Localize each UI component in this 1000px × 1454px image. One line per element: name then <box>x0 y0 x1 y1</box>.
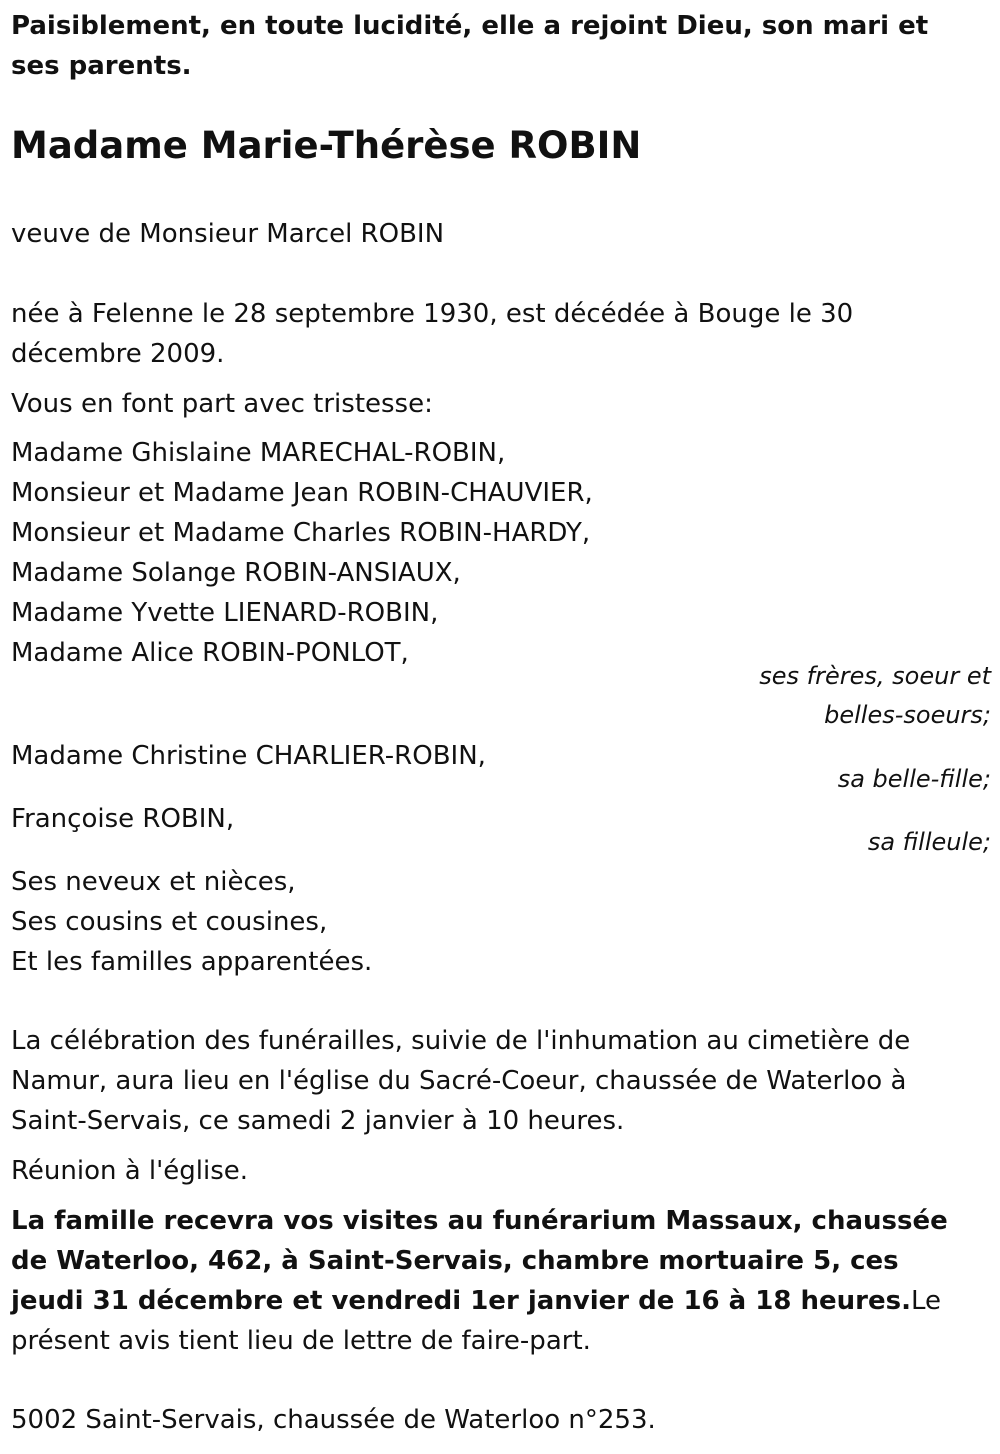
birth-death-text: née à Felenne le 28 septembre 1930, est décédée à Bouge le 30 décembre 2009. <box>11 299 854 369</box>
sibling-line: Monsieur et Madame Jean ROBIN-CHAUVIER, <box>11 478 593 508</box>
sibling-line: Madame Solange ROBIN-ANSIAUX, <box>11 558 461 588</box>
relatives-line: Ses cousins et cousines, <box>11 907 328 937</box>
visits-rest-text: Le présent avis tient lieu de lettre de faire-part. <box>11 1286 942 1356</box>
siblings-role-line: ses frères, soeur et <box>759 662 991 690</box>
sibling-line: Madame Alice ROBIN-PONLOT, <box>11 638 409 668</box>
siblings-role-line: belles-soeurs; <box>824 701 991 729</box>
sibling-line: Monsieur et Madame Charles ROBIN-HARDY, <box>11 518 591 548</box>
visits-paragraph <box>11 1201 971 1361</box>
daughter-in-law-role: sa belle-fille; <box>837 765 991 793</box>
funeral-details: La célébration des funérailles, suivie de l'inhumation au cimetière de Namur, aura lieu en l'église du Sacré-Coeur, chaussée de Waterloo à Saint-Servais, ce samedi 2 janvier à 10 heures. <box>11 1026 911 1136</box>
goddaughter-name: Françoise ROBIN, <box>11 804 235 834</box>
sibling-line: Madame Ghislaine MARECHAL-ROBIN, <box>11 438 506 468</box>
widow-of-text: veuve de Monsieur Marcel ROBIN <box>11 219 445 249</box>
relatives-line: Ses neveux et nièces, <box>11 867 296 897</box>
goddaughter-role: sa filleule; <box>867 828 991 856</box>
daughter-in-law-name: Madame Christine CHARLIER-ROBIN, <box>11 741 486 771</box>
deceased-name: Madame Marie-Thérèse ROBIN <box>11 124 642 167</box>
relatives-line: Et les familles apparentées. <box>11 947 373 977</box>
address-text: 5002 Saint-Servais, chaussée de Waterloo n°253. <box>11 1405 656 1435</box>
announcement-text: Vous en font part avec tristesse: <box>11 389 433 419</box>
meeting-text: Réunion à l'église. <box>11 1156 249 1186</box>
visits-bold-text: La famille recevra vos visites au funérarium Massaux, chaussée de Waterloo, 462, à Saint-Servais, chambre mortuaire 5, ces jeudi 31 décembre et vendredi 1er janvier de 16 à 18 heures. <box>11 1206 948 1316</box>
sibling-line: Madame Yvette LIENARD-ROBIN, <box>11 598 439 628</box>
intro-text: Paisiblement, en toute lucidité, elle a rejoint Dieu, son mari et ses parents. <box>11 11 929 81</box>
